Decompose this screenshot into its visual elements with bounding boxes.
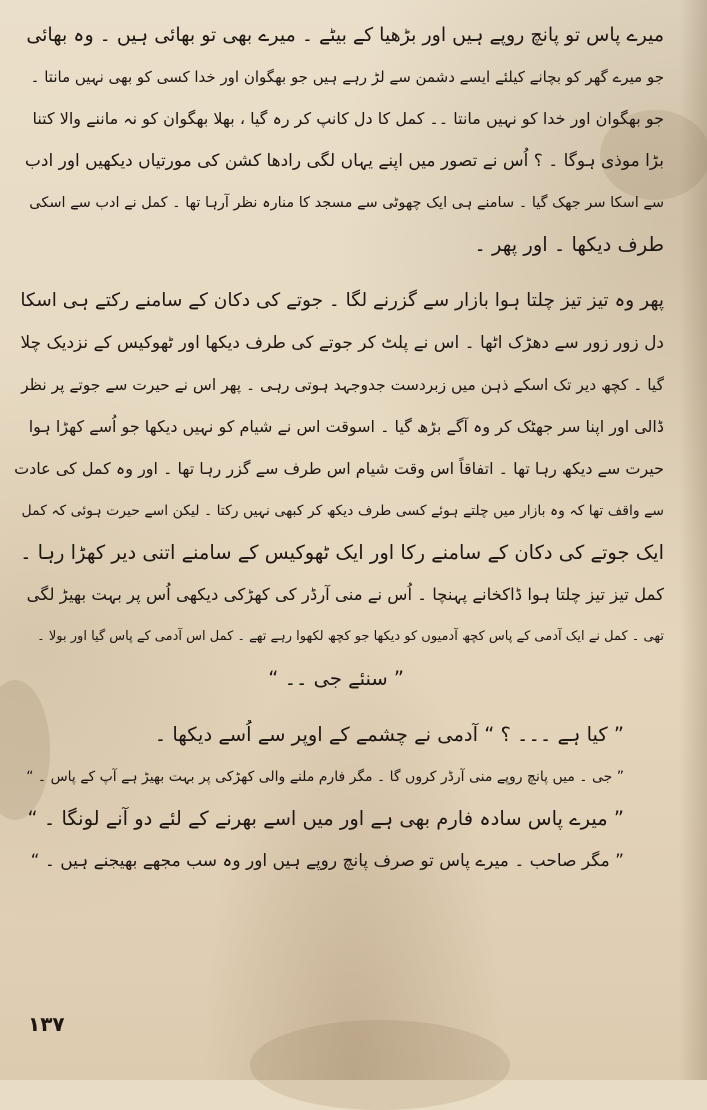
dialogue-line: ” کیا ہے ۔۔۔ ؟ “ آدمی نے چشمے کے اوپر سے اُسے دیکھا ۔: [154, 723, 624, 746]
text-line: جو میرے گھر کو بچانے کیلئے ایسے دشمن سے لڑ رہے ہیں جو بھگوان اور خدا کسی کو بھی نہیں مانتا ۔: [30, 68, 664, 86]
paragraph-3: [14, 580, 664, 664]
text-line: میرے پاس تو پانچ روپے ہیں اور بڑھیا کے بیٹے ۔ میرے بھی تو بھائی ہیں ۔ وہ بھائی: [26, 24, 664, 46]
text-line: بڑا موذی ہوگا ۔ ؟ اُس نے تصور میں اپنے یہاں لگی رادھا کشن کی مورتیاں دیکھیں اور ادب: [24, 151, 664, 171]
paragraph-gap: [14, 272, 664, 286]
paragraph-2: [14, 286, 664, 580]
text-line: دل زور زور سے دھڑک اٹھا ۔ اس نے پلٹ کر جوتے کی طرف دیکھا اور ٹھوکیس کے نزدیک چلا: [20, 333, 664, 353]
dialogue-block: [14, 664, 664, 888]
text-line: گیا ۔ کچھ دیر تک اسکے ذہن میں زبردست جدوجہد ہوتی رہی ۔ پھر اس نے حیرت سے جوتے پر نظر: [21, 376, 664, 394]
text-line: طرف دیکھا ۔ اور پھر ۔: [474, 233, 664, 256]
page-edge-shadow: [679, 0, 707, 1080]
text-line: حیرت سے دیکھ رہا تھا ۔ اتفاقاً اس وقت شیام اس طرف سے گزر رہا تھا ۔ اور وہ کمل کی عادت: [14, 459, 664, 478]
paragraph-1: [14, 20, 664, 272]
text-line: پھر وہ تیز تیز چلتا ہوا بازار سے گزرنے لگا ۔ جوتے کی دکان کے سامنے رکتے ہی اسکا: [20, 290, 664, 311]
dialogue-line: ” میرے پاس سادہ فارم بھی ہے اور میں اسے بھرنے کے لئے دو آنے لونگا ۔ “: [27, 807, 624, 830]
dialogue-line: ” مگر صاحب ۔ میرے پاس تو صرف پانچ روپے ہیں اور وہ سب مجھے بھیجنے ہیں ۔ “: [30, 851, 624, 871]
urdu-text-body: [14, 20, 664, 888]
text-line: ایک جوتے کی دکان کے سامنے رکا اور ایک ٹھوکیس کے سامنے اتنی دیر کھڑا رہا ۔: [20, 541, 664, 564]
text-line: کمل تیز تیز چلتا ہوا ڈاکخانے پہنچا ۔ اُس نے منی آرڈر کی کھڑکی دیکھی اُس پر بہت بھیڑ لگی: [26, 585, 664, 604]
dialogue-line: ” جی ۔ میں پانچ روپے منی آرڈر کروں گا ۔ مگر فارم ملنے والی کھڑکی پر بہت بھیڑ ہے آپ کے پاس ۔ “: [26, 769, 624, 785]
paper-stain: [250, 1020, 510, 1110]
dialogue-line: ” سنئے جی ۔۔ “: [268, 667, 404, 690]
text-line: سے اسکا سر جھک گیا ۔ سامنے ہی ایک چھوٹی سے مسجد کا منارہ نظر آرہا تھا ۔ کمل نے ادب سے اسکی: [29, 195, 664, 211]
page-number: ۱۳۷: [28, 1012, 65, 1036]
text-line: جو بھگوان اور خدا کو نہیں مانتا ۔۔ کمل کا دل کانپ کر رہ گیا ، بھلا بھگوان کو نہ ماننے والا کتنا: [32, 109, 664, 128]
text-line: سے واقف تھا کہ وہ بازار میں چلتے ہوئے کسی طرف دیکھ کر کبھی نہیں رکتا ۔ لیکن اسے حیرت ہوئی کہ کمل: [21, 503, 664, 519]
text-line: تھی ۔ کمل نے ایک آدمی کے پاس کچھ آدمیوں کو دیکھا جو کچھ لکھوا رہے تھے ۔ کمل اس آدمی کے پاس گیا اور بولا ۔: [37, 629, 664, 644]
text-line: ڈالی اور اپنا سر جھٹک کر وہ آگے بڑھ گیا ۔ اسوقت اس نے شیام کو نہیں دیکھا جو اُسے کھڑا ہوا: [28, 417, 664, 436]
paragraph-gap: [14, 706, 664, 720]
